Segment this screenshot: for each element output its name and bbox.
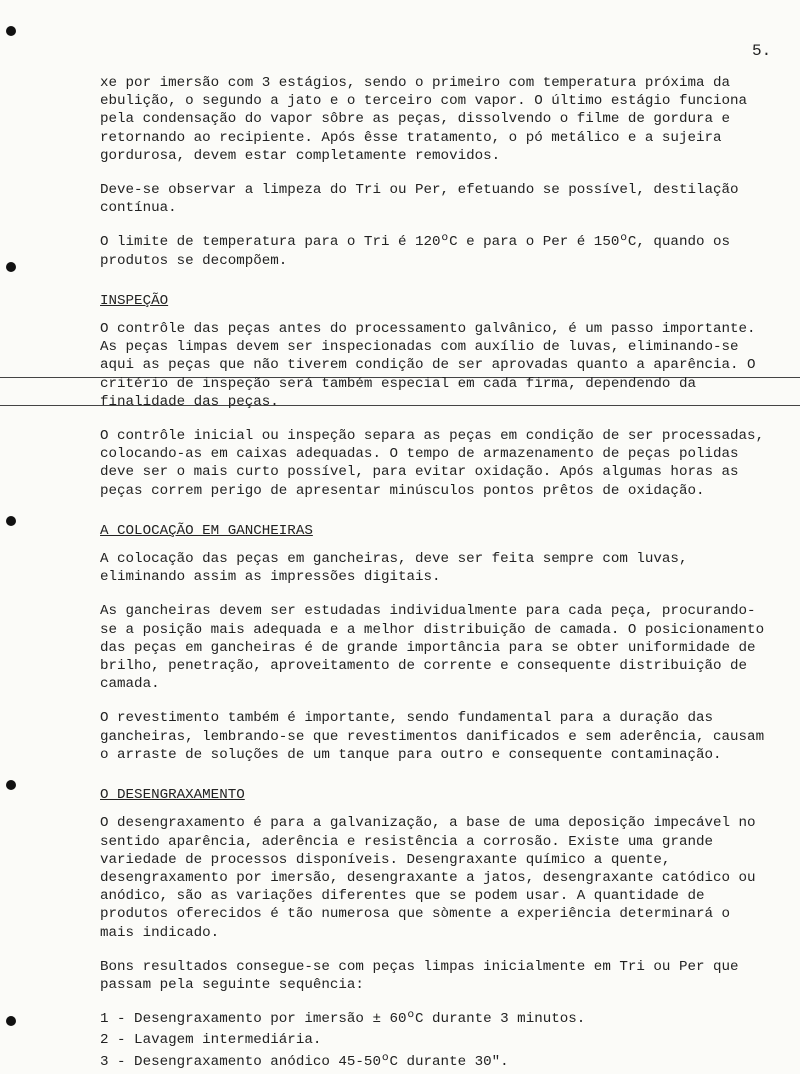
binder-hole — [6, 516, 16, 526]
binder-hole — [6, 780, 16, 790]
steps-list — [100, 1010, 772, 1071]
paragraph: xe por imersão com 3 estágios, sendo o primeiro com temperatura próxima da ebulição, o segundo a jato e o terceiro com vapor. O último estágio funciona pela condensação do vapor sôbre as peças, dissolvendo o filme de gordura e retornando ao recipiente. Após êsse tratamento, o pó metálico e a sujeira gordurosa, devem estar completamente removidos. — [100, 75, 748, 164]
paragraph: O desengraxamento é para a galvanização, a base de uma deposição impecável no sentido aparência, aderência e resistência a corrosão. Existe uma grande variedade de processos disponíveis. Desengraxante químico a quente, desengraxamento por imersão, desengraxante a jatos, desengraxante catódico ou anódico, são as variações diferentes que se podem usar. A quantidade de produtos oferecidos é tão numerosa que sòmente a experiência determinará o mais indicado. — [100, 815, 756, 941]
binder-hole — [6, 262, 16, 272]
paragraph: Bons resultados consegue-se com peças limpas inicialmente em Tri ou Per que passam pela seguinte sequência: — [100, 958, 739, 993]
paragraph: O contrôle das peças antes do processamento galvânico, é um passo importante. As peças limpas devem ser inspecionadas com auxílio de luvas, eliminando-se aqui as peças que não tiverem condição de ser aprovadas quanto a aparência. O critério de inspeção será também especial em cada firma, dependendo da finalidade das peças. — [100, 321, 756, 410]
paragraph: A colocação das peças em gancheiras, deve ser feita sempre com luvas, eliminando assim as impressões digitais. — [100, 551, 688, 586]
document-body — [100, 74, 772, 1074]
paragraph: As gancheiras devem ser estudadas individualmente para cada peça, procurando-se a posição mais adequada e a melhor distribuição de camada. O posicionamento das peças em gancheiras é de grande importância para se obter uniformidade de brilho, penetração, aproveitamento de corrente e consequente distribuição de camada. — [100, 603, 765, 693]
binder-hole — [6, 26, 16, 36]
section-heading: O DESENGRAXAMENTO — [100, 787, 245, 804]
list-item: 3 - Desengraxamento anódico 45-50ºC durante 30". — [100, 1053, 509, 1070]
paragraph: O contrôle inicial ou inspeção separa as peças em condição de ser processadas, colocando-as em caixas adequadas. O tempo de armazenamento de peças polidas deve ser o mais curto possível, para evitar oxidação. Após algumas horas as peças correm perigo de apresentar minúsculos pontos prêtos de oxidação. — [100, 428, 765, 499]
binder-hole — [6, 1016, 16, 1026]
paragraph: Deve-se observar a limpeza do Tri ou Per, efetuando se possível, destilação contínua. — [100, 182, 739, 217]
page-number: 5. — [752, 42, 772, 60]
list-item: 2 - Lavagem intermediária. — [100, 1032, 322, 1049]
paragraph: O revestimento também é importante, sendo fundamental para a duração das gancheiras, lembrando-se que revestimentos danificados e sem aderência, causam o arraste de soluções de um tanque para outro e consequente contaminação. — [100, 710, 765, 763]
section-heading: INSPEÇÃO — [100, 292, 169, 309]
paragraph: O limite de temperatura para o Tri é 120ºC e para o Per é 150ºC, quando os produtos se decompõem. — [100, 234, 731, 269]
list-item: 1 - Desengraxamento por imersão ± 60ºC durante 3 minutos. — [100, 1011, 586, 1028]
section-heading: A COLOCAÇÃO EM GANCHEIRAS — [100, 522, 313, 539]
